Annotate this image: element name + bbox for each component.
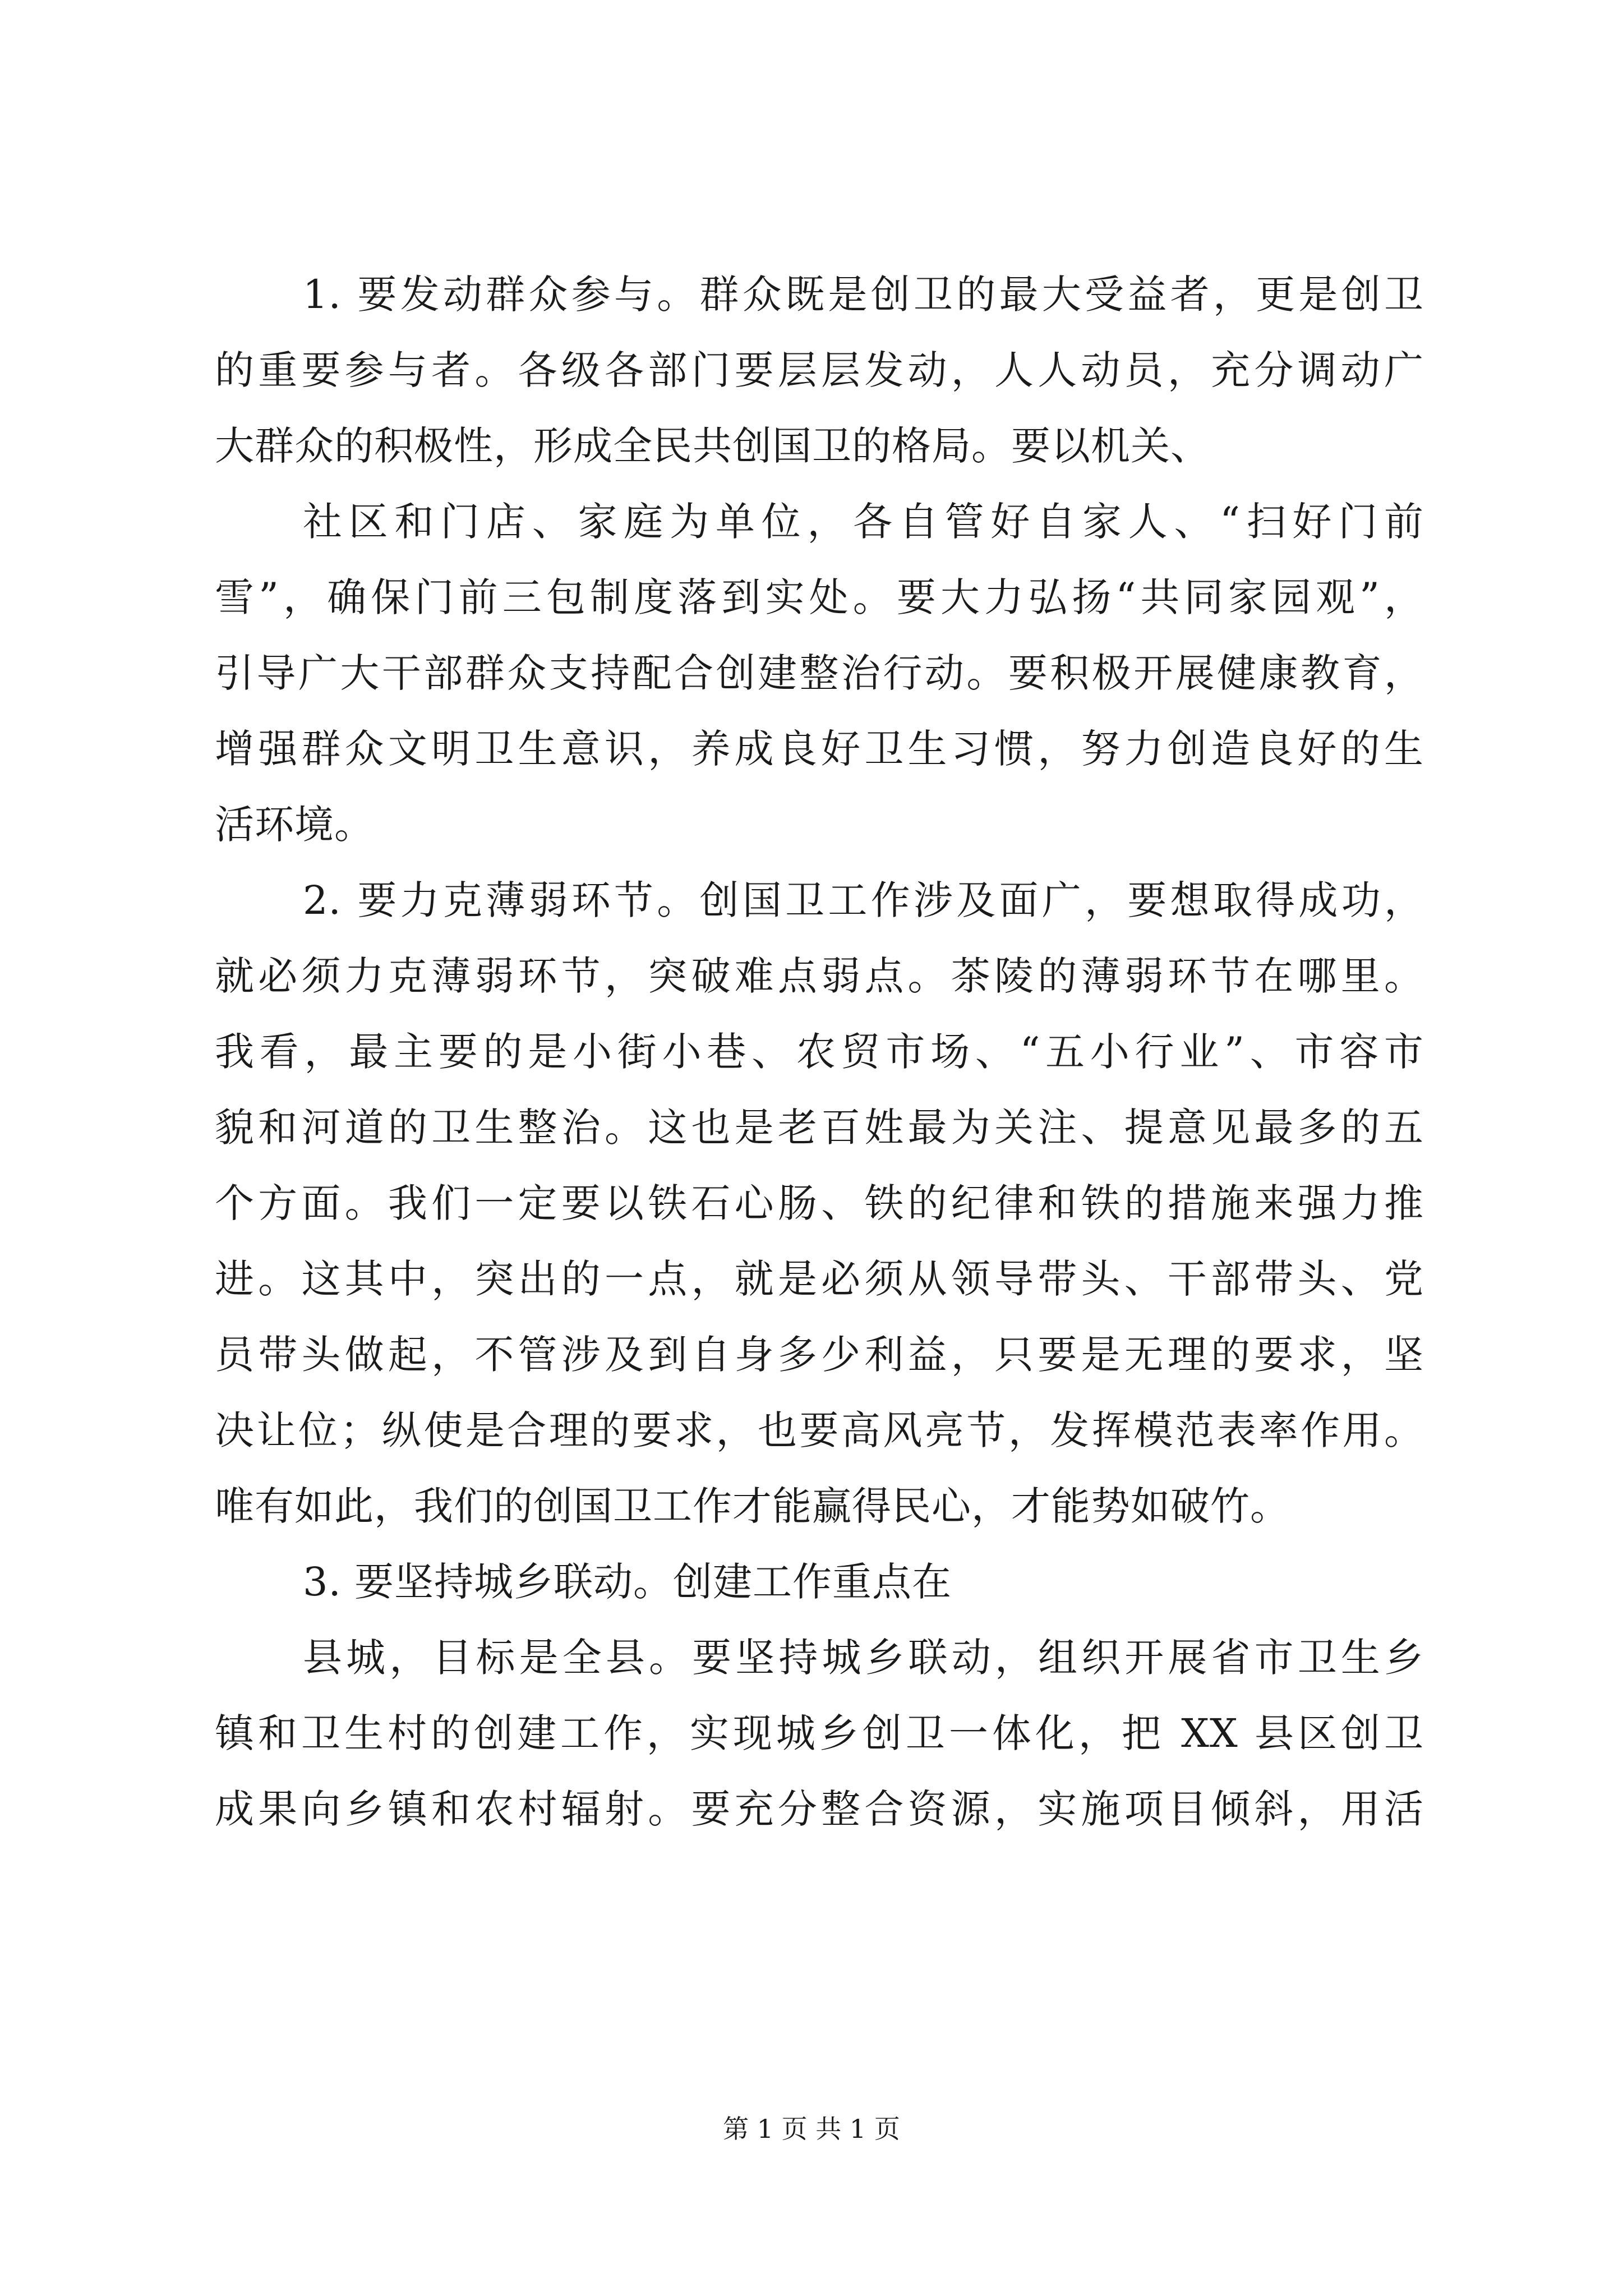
text-line: 活环境。 [215,802,374,848]
text-line: 3. 要坚持城乡联动。创建工作重点在 [303,1559,952,1605]
text-line: 雪”，确保门前三包制度落到实处。要大力弘扬“共同家园观”， [215,574,1424,620]
text-line: 成果向乡镇和农村辐射。要充分整合资源，实施项目倾斜，用活 [215,1786,1424,1832]
text-line: 增强群众文明卫生意识，养成良好卫生习惯，努力创造良好的生 [215,726,1424,772]
text-line: 貌和河道的卫生整治。这也是老百姓最为关注、提意见最多的五 [215,1105,1424,1151]
text-line: 进。这其中，突出的一点，就是必须从领导带头、干部带头、党 [215,1256,1424,1302]
text-line: 县城，目标是全县。要坚持城乡联动，组织开展省市卫生乡 [303,1635,1424,1681]
text-line: 大群众的积极性，形成全民共创国卫的格局。要以机关、 [215,423,1210,469]
text-line: 镇和卫生村的创建工作，实现城乡创卫一体化，把 XX 县区创卫 [215,1710,1424,1756]
text-line: 的重要参与者。各级各部门要层层发动，人人动员，充分调动广 [215,347,1424,393]
text-line: 2. 要力克薄弱环节。创国卫工作涉及面广，要想取得成功， [303,877,1424,923]
text-line: 决让位；纵使是合理的要求，也要高风亮节，发挥模范表率作用。 [215,1407,1424,1453]
text-line: 就必须力克薄弱环节，突破难点弱点。茶陵的薄弱环节在哪里。 [215,953,1424,999]
text-line: 员带头做起，不管涉及到自身多少利益，只要是无理的要求，坚 [215,1332,1424,1378]
text-line: 社区和门店、家庭为单位，各自管好自家人、“扫好门前 [303,499,1424,545]
text-line: 我看，最主要的是小街小巷、农贸市场、“五小行业”、市容市 [215,1029,1424,1075]
page-footer: 第 1 页 共 1 页 [723,2114,900,2144]
text-line: 个方面。我们一定要以铁石心肠、铁的纪律和铁的措施来强力推 [215,1180,1424,1226]
text-line: 唯有如此，我们的创国卫工作才能赢得民心，才能势如破竹。 [215,1483,1290,1529]
text-line: 引导广大干部群众支持配合创建整治行动。要积极开展健康教育， [215,650,1424,696]
document-body [215,257,1424,1847]
text-line: 1. 要发动群众参与。群众既是创卫的最大受益者，更是创卫 [303,272,1424,318]
